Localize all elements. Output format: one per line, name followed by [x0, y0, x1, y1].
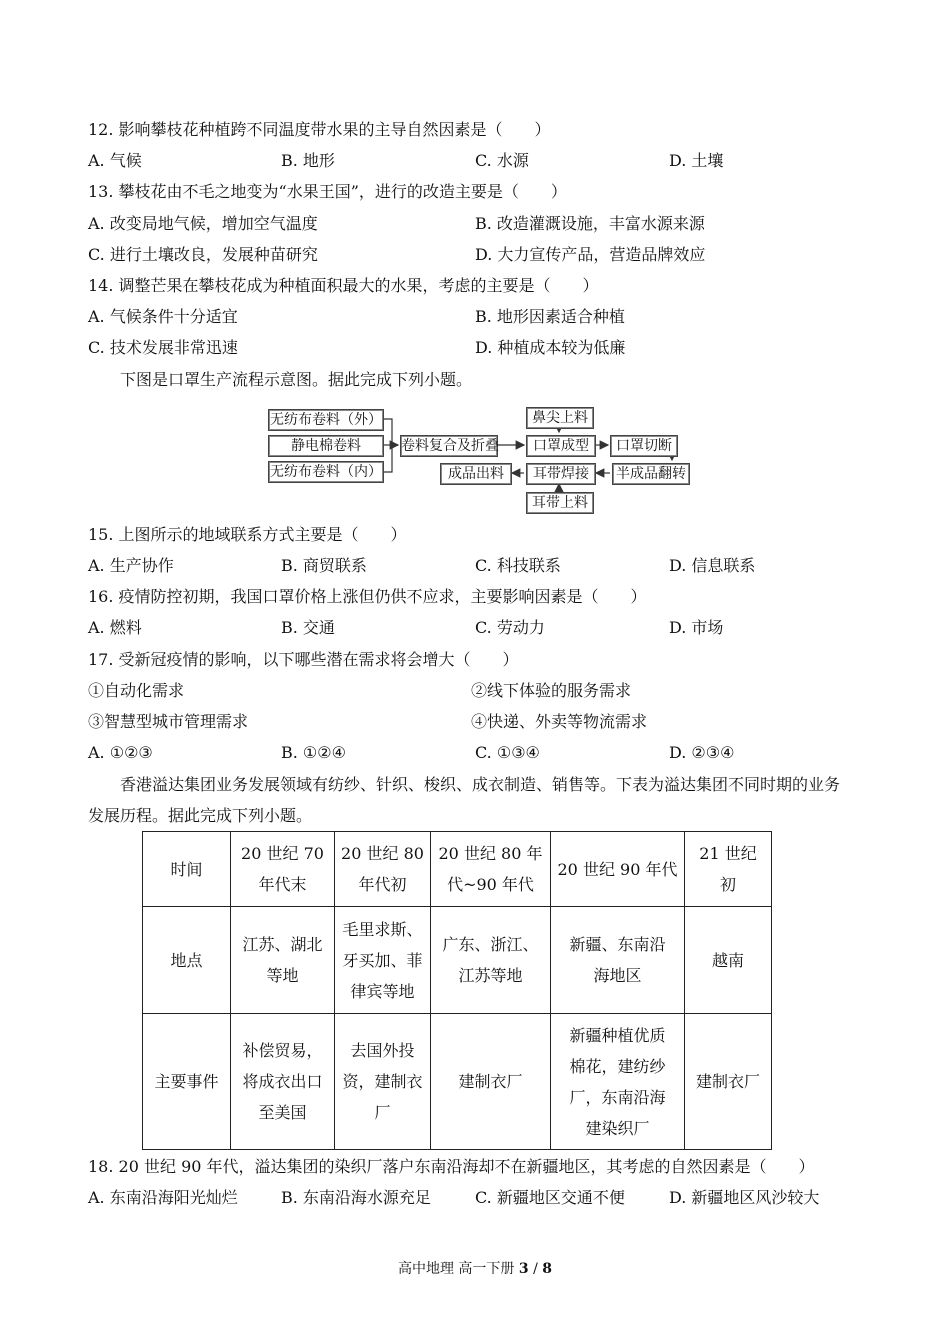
table-cell: 毛里求斯、 牙买加、菲 律宾等地: [335, 907, 431, 1014]
flow-nose-feed: 鼻尖上料: [526, 407, 594, 429]
q17-options: [88, 743, 868, 763]
q15-option-b: B. 商贸联系: [281, 556, 367, 575]
table-cell: 新疆种植优质 棉花，建纺纱 厂，东南沿海 建染织厂: [551, 1014, 685, 1150]
flow-mask-forming: 口罩成型: [526, 435, 596, 457]
q16-option-a: A. 燃料: [88, 618, 142, 637]
esquel-intro-line1: 香港溢达集团业务发展领域有纺纱、针织、梭织、成衣制造、销售等。下表为溢达集团不同时期的业务: [120, 775, 841, 794]
q12-option-b: B. 地形: [281, 151, 335, 170]
flow-nonwoven-outer: 无纺布卷料（外）: [268, 409, 384, 431]
q17-item-2: ②线下体验的服务需求: [471, 681, 632, 700]
esquel-history-table: [142, 831, 772, 1150]
table-cell: 20 世纪 70 年代末: [231, 832, 335, 907]
q14-options-row1: [88, 307, 868, 327]
flow-semi-flip: 半成品翻转: [612, 463, 690, 485]
q18-option-a: A. 东南沿海阳光灿烂: [88, 1188, 238, 1207]
q13-option-c: C. 进行土壤改良，发展种苗研究: [88, 245, 318, 264]
q15-option-a: A. 生产协作: [88, 556, 174, 575]
q16-option-b: B. 交通: [281, 618, 335, 637]
q14-options-row2: [88, 338, 868, 358]
q18-option-d: D. 新疆地区风沙较大: [669, 1188, 820, 1207]
q15-option-c: C. 科技联系: [475, 556, 561, 575]
q16-option-c: C. 劳动力: [475, 618, 545, 637]
footer-subject: 高中地理 高一下册: [397, 1261, 519, 1277]
table-cell: 去国外投 资，建制衣 厂: [335, 1014, 431, 1150]
flow-electret-cotton: 静电棉卷料: [268, 435, 384, 457]
table-cell: 21 世纪 初: [685, 832, 772, 907]
footer-page-number: 3: [518, 1261, 529, 1277]
table-cell: 江苏、湖北 等地: [231, 907, 335, 1014]
table-cell: 广东、浙江、 江苏等地: [431, 907, 551, 1014]
q17-option-c: C. ①③④: [475, 743, 540, 762]
q12-option-d: D. 土壤: [669, 151, 724, 170]
table-cell: 建制衣厂: [431, 1014, 551, 1150]
table-cell: 新疆、东南沿 海地区: [551, 907, 685, 1014]
flow-ear-feed: 耳带上料: [526, 492, 594, 514]
table-cell: 20 世纪 80 年代初: [335, 832, 431, 907]
flow-ear-weld: 耳带焊接: [526, 463, 596, 485]
flow-nonwoven-inner: 无纺布卷料（内）: [268, 461, 384, 483]
q17-stem: 17. 受新冠疫情的影响，以下哪些潜在需求将会增大（ ）: [88, 650, 519, 669]
table-body: [143, 832, 772, 1150]
q13-stem: 13. 攀枝花由不毛之地变为“水果王国”，进行的改造主要是（ ）: [88, 182, 567, 201]
page-footer: [0, 1258, 950, 1278]
q18-stem: 18. 20 世纪 90 年代，溢达集团的染织厂落户东南沿海却不在新疆地区，其考虑的自然因素是（ ）: [88, 1157, 815, 1176]
q17-item-3: ③智慧型城市管理需求: [88, 712, 249, 731]
footer-separator: /: [528, 1261, 543, 1277]
q18-option-c: C. 新疆地区交通不便: [475, 1188, 625, 1207]
q15-stem: 15. 上图所示的地域联系方式主要是（ ）: [88, 525, 407, 544]
q16-stem: 16. 疫情防控初期，我国口罩价格上涨但仍供不应求，主要影响因素是（ ）: [88, 587, 647, 606]
q13-option-b: B. 改造灌溉设施，丰富水源来源: [475, 214, 705, 233]
q16-option-d: D. 市场: [669, 618, 724, 637]
flow-product-out: 成品出料: [440, 463, 512, 485]
q17-option-b: B. ①②④: [281, 743, 346, 762]
q12-option-a: A. 气候: [88, 151, 142, 170]
flow-compound-fold: 卷料复合及折叠: [400, 435, 498, 457]
q12-stem: 12. 影响攀枝花种植跨不同温度带水果的主导自然因素是（ ）: [88, 120, 551, 139]
q14-stem: 14. 调整芒果在攀枝花成为种植面积最大的水果，考虑的主要是（ ）: [88, 276, 599, 295]
q15-option-d: D. 信息联系: [669, 556, 756, 575]
table-row-location: [143, 907, 772, 1014]
mask-production-flowchart: [266, 404, 696, 516]
q13-options-row2: [88, 245, 868, 265]
q18-options: [88, 1188, 868, 1208]
q17-items-row2: [88, 712, 868, 732]
table-cell: 地点: [143, 907, 231, 1014]
q15-options: [88, 556, 868, 576]
table-cell: 20 世纪 90 年代: [551, 832, 685, 907]
q17-item-1: ①自动化需求: [88, 681, 185, 700]
q12-option-c: C. 水源: [475, 151, 529, 170]
q17-option-a: A. ①②③: [88, 743, 153, 762]
table-cell: 越南: [685, 907, 772, 1014]
q12-options: [88, 151, 868, 171]
q14-option-d: D. 种植成本较为低廉: [475, 338, 626, 357]
table-cell: 建制衣厂: [685, 1014, 772, 1150]
q17-option-d: D. ②③④: [669, 743, 735, 762]
q14-option-a: A. 气候条件十分适宜: [88, 307, 238, 326]
q16-options: [88, 618, 868, 638]
flow-mask-cut: 口罩切断: [610, 435, 678, 457]
table-cell: 时间: [143, 832, 231, 907]
q13-options-row1: [88, 214, 868, 234]
table-cell: 20 世纪 80 年 代~90 年代: [431, 832, 551, 907]
mask-intro: 下图是口罩生产流程示意图。据此完成下列小题。: [120, 370, 473, 389]
q17-items-row1: [88, 681, 868, 701]
q14-option-b: B. 地形因素适合种植: [475, 307, 625, 326]
table-row-event: [143, 1014, 772, 1150]
q14-option-c: C. 技术发展非常迅速: [88, 338, 238, 357]
table-cell: 主要事件: [143, 1014, 231, 1150]
table-cell: 补偿贸易， 将成衣出口 至美国: [231, 1014, 335, 1150]
q17-item-4: ④快递、外卖等物流需求: [471, 712, 648, 731]
table-row-time: [143, 832, 772, 907]
q18-option-b: B. 东南沿海水源充足: [281, 1188, 431, 1207]
esquel-intro-line2: 发展历程。据此完成下列小题。: [88, 806, 313, 825]
footer-page-total: 8: [542, 1261, 553, 1277]
q13-option-d: D. 大力宣传产品，营造品牌效应: [475, 245, 706, 264]
q13-option-a: A. 改变局地气候，增加空气温度: [88, 214, 318, 233]
